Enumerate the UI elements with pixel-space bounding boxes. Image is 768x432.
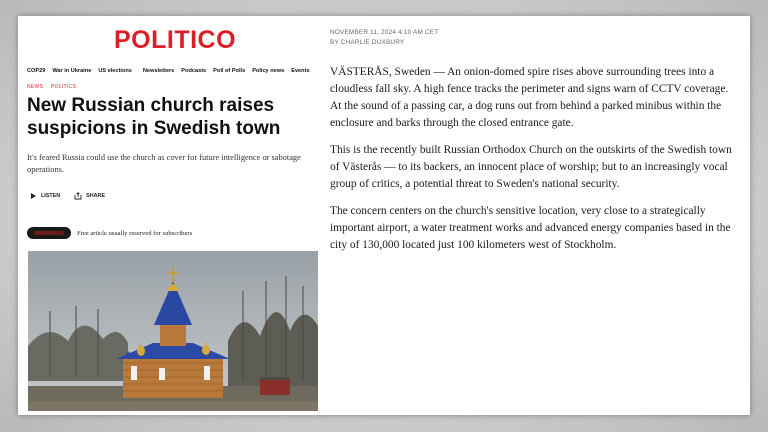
article-headline: New Russian church raises suspicions in Swedish town	[27, 95, 281, 139]
article-page	[18, 16, 750, 415]
nav-item-events[interactable]: Events	[291, 68, 310, 74]
politico-logo[interactable]: POLITICO	[114, 26, 237, 54]
article-dek: It's feared Russia could use the church as cover for future intelligence or sabotage operations.	[27, 153, 301, 174]
nav-item-cop29[interactable]: COP29	[27, 68, 46, 74]
subscriber-note: Free article usually reserved for subscribers	[77, 229, 193, 237]
listen-button[interactable]	[27, 190, 66, 202]
nav-item-war-in-ukraine[interactable]: War in Ukraine	[52, 68, 92, 74]
article-actions	[27, 190, 111, 202]
share-icon	[74, 192, 82, 200]
nav-item-policy-news[interactable]: Policy news	[252, 68, 285, 74]
listen-label: LISTEN	[41, 193, 61, 199]
paragraph: VÄSTERÅS, Sweden — An onion-domed spire rises above surrounding trees into a cloudless fall sky. A high fence tracks the perimeter and signs warn of CCTV coverage. At the sound of a passing car, a dog runs out from behind a parked minibus within the enclosure and barks through the closed entrance gate.	[330, 66, 729, 129]
paragraph: This is the recently built Russian Orthodox Church on the outskirts of the Swedish town of Västerås — to its backers, an innocent place of worship; but to an increasingly vocal group of critics, a potential threat to Sweden's national security.	[330, 144, 732, 190]
nav-item-podcasts[interactable]: Podcasts	[181, 68, 207, 74]
breadcrumb-topic[interactable]: POLITICS	[50, 84, 77, 90]
nav-item-poll-of-polls[interactable]: Poll of Polls	[213, 68, 246, 74]
nav-item-newsletters[interactable]: Newsletters	[142, 68, 175, 74]
share-label: SHARE	[86, 193, 106, 199]
church-photo	[28, 251, 318, 411]
subscriber-banner	[27, 227, 192, 239]
breadcrumb-section[interactable]: NEWS	[27, 84, 44, 90]
article-meta	[330, 28, 438, 48]
article-photo[interactable]	[28, 251, 318, 411]
article-body	[330, 64, 740, 264]
paragraph: The concern centers on the church's sensitive location, very close to a strategically important airport, a water treatment works and advanced energy companies based in the city of 130,000 located just 100 kilometers west of Stockholm.	[330, 205, 731, 251]
play-icon	[29, 192, 37, 200]
breadcrumb	[27, 84, 82, 90]
subscriber-badge	[27, 227, 71, 239]
share-button[interactable]	[72, 190, 111, 202]
nav-item-us-elections[interactable]: US elections	[98, 68, 132, 74]
byline[interactable]: BY CHARLIE DUXBURY	[330, 39, 405, 46]
publish-date: NOVEMBER 11, 2024 4:10 AM CET	[330, 29, 439, 36]
main-nav	[27, 68, 327, 80]
